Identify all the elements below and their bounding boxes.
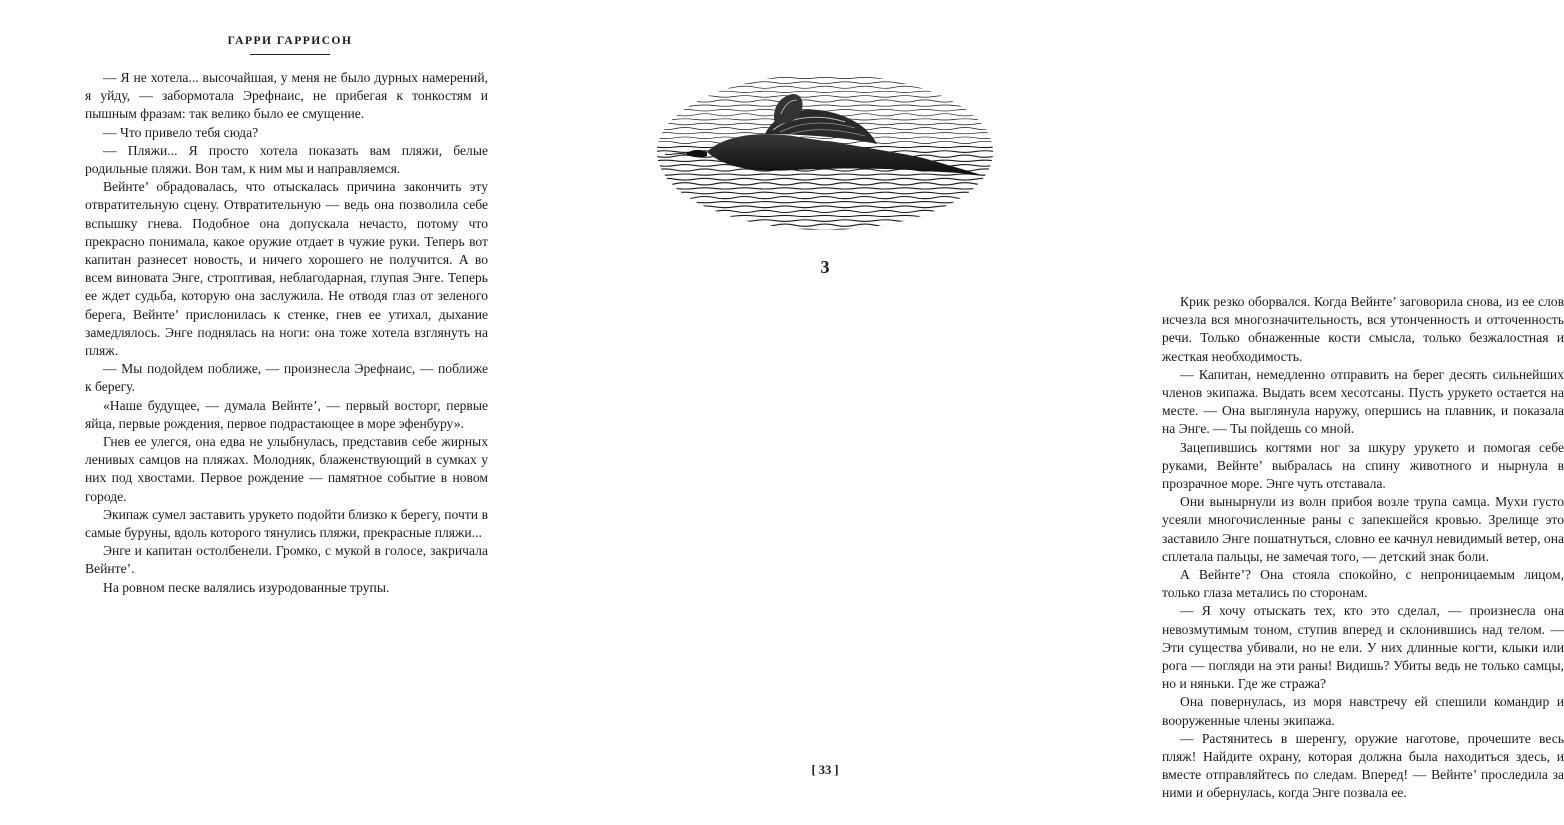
left-page <box>0 0 550 825</box>
paragraph: — Что привело тебя сюда? <box>103 124 259 140</box>
paragraph: «Наше будущее, — думала Вейнте’, — первый восторг, первые яйца, первые рождения, первое подрастающее в море эфенбуру». <box>85 397 488 431</box>
right-page-text <box>1162 293 1564 803</box>
paragraph: Крик резко оборвался. Когда Вейнте’ заговорила снова, из ее слов исчезла вся многозначительность, вся утонченность и отточенность речи. Только обнаженные кости смысла, только безжалостная и жесткая необходимость. <box>1162 294 1564 364</box>
paragraph: На ровном песке валялись изуродованные трупы. <box>103 579 390 595</box>
chapter-number: 3 <box>820 257 830 277</box>
paragraph: Экипаж сумел заставить урукето подойти близко к берегу, почти в самые буруны, вдоль которого тянулись пляжи, прекрасные пляжи... <box>85 506 488 541</box>
left-page-text <box>85 69 488 597</box>
right-page <box>550 0 1564 825</box>
paragraph: Гнев ее улегся, она едва не улыбнулась, представив себе жирных ленивых самцов на пляжах. Молодняк, блаженствующий в сумках у них под хвостами. Первое рождение — памятное событие в новом городе. <box>85 434 488 504</box>
paragraph: — Растянитесь в шеренгу, оружие наготове, прочешите весь пляж! Найдите охрану, которая должна была находиться здесь, и вместе отправляйтесь по следам. Вперед! — Вейнте’ проследила за ними и обернулась, когда Энге позвала ее. <box>1162 730 1564 801</box>
paragraph: А Вейнте’? Она стояла спокойно, с непроницаемым лицом, только глаза метались по сторонам. <box>1162 567 1564 601</box>
paragraph: — Я не хотела... высочайшая, у меня не было дурных намерений, я уйду, — забормотала Эрефнаис, не прибегая к тонкостям и пышным фразам: так велико было ее смущение. <box>85 70 488 122</box>
running-head-rule <box>250 54 330 55</box>
paragraph: — Пляжи... Я просто хотела показать вам пляжи, белые родильные пляжи. Вон там, к ним мы и направляемся. <box>85 142 488 177</box>
paragraph: Они вынырнули из волн прибоя возле трупа самца. Мухи густо усеяли многочисленные раны с запекшейся кровью. Зрелище это заставило Энге пошатнуться, словно ее качнул невидимый ветер, она сплетала пальцы, не замечая того, — детский знак боли. <box>1162 494 1564 564</box>
paragraph: Энге и капитан остолбенели. Громко, с мукой в голосе, закричала Вейнте’. <box>85 543 488 577</box>
page-number: [ 33 ] <box>811 763 839 777</box>
paragraph: Вейнте’ обрадовалась, что отыскалась причина закончить эту отвратительную сцену. Отвратительную — ведь она позволила себе вспышку гнева. Подобное она допускала нечасто, потому что прекрасно понимала, какое оружие отдает в чужие руки. Теперь вот капитан разнесет новость, и ничего хорошего не получится. А во всем виновата Энге, строптивая, неблагодарная, глупая Энге. Теперь ее ждет судьба, которую она заслужила. Не отводя глаз от зеленого берега, Вейнте’ прислонилась к стенке, гнев ее утихал, дыхание замедлялось. Энге поднялась на ноги: она тоже хотела взглянуть на пляж. <box>85 179 488 359</box>
paragraph: Зацепившись когтями ног за шкуру урукето и помогая себе руками, Вейнте’ выбралась на спину животного и нырнула в прозрачное море. Энге чуть отставала. <box>1162 439 1564 492</box>
swimming-creature-illustration <box>655 72 995 232</box>
paragraph: — Я хочу отыскать тех, кто это сделал, — произнесла она невозмутимым тоном, ступив вперед и склонившись над телом. — Эти существа убивали, но не ели. У них длинные когти, клыки или рога — погляди на эти раны! Видишь? Убиты ведь не только самцы, но и няньки. Где же стража? <box>1162 603 1564 692</box>
paragraph: Она повернулась, из моря навстречу ей спешили командир и вооруженные члены экипажа. <box>1162 694 1564 728</box>
paragraph: — Мы подойдем поближе, — произнесла Эрефнаис, — поближе к берегу. <box>85 361 488 395</box>
running-head: ГАРРИ ГАРРИСОН <box>227 35 353 47</box>
paragraph: — Капитан, немедленно отправить на берег десять сильнейших членов экипажа. Выдать всем хесотсаны. Пусть урукето остается на месте. — Она выглянула наружу, опершись на плавник, и показала на Энге. — Ты пойдешь со мной. <box>1162 366 1564 437</box>
